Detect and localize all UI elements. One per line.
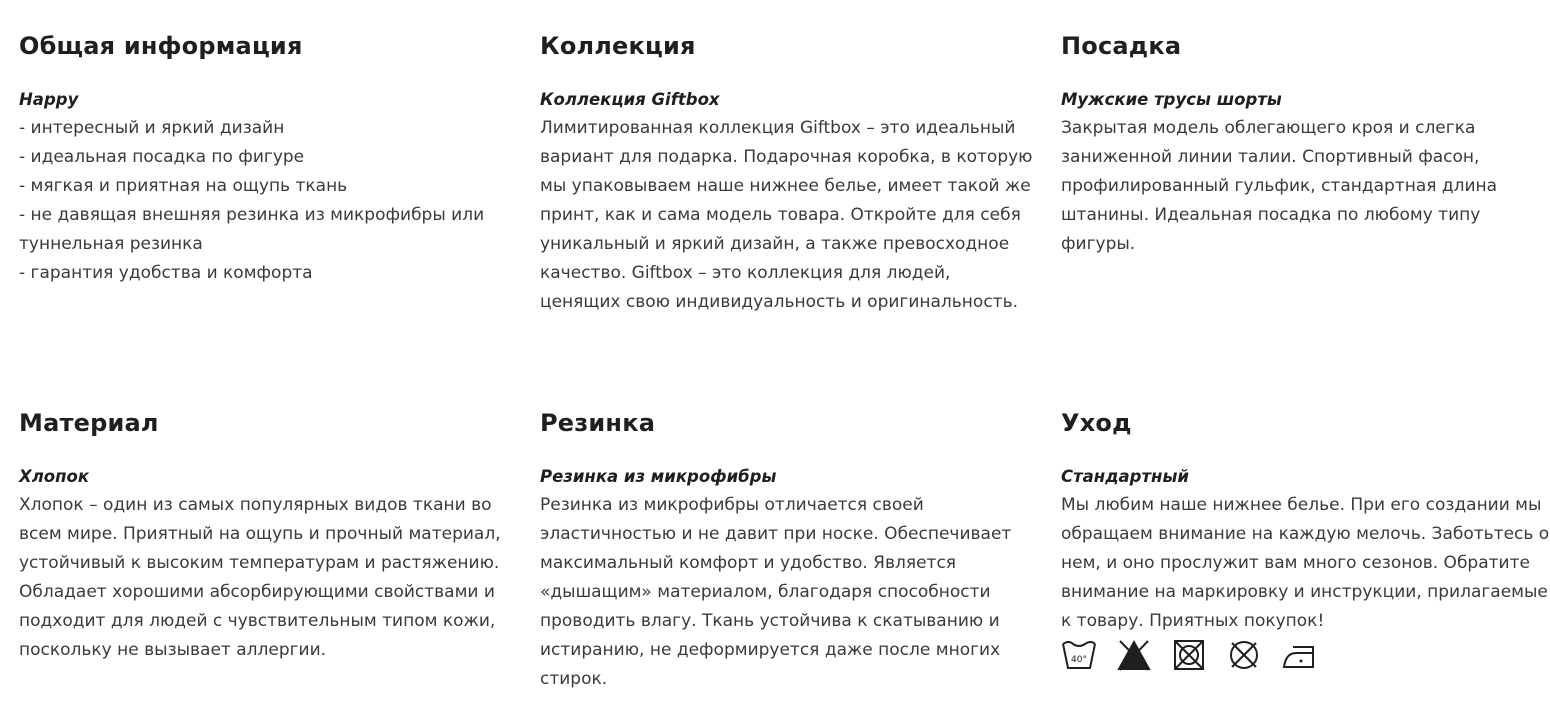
list-item: - идеальная посадка по фигуре <box>19 147 305 167</box>
general-info-section <box>19 31 514 288</box>
fit-description: Закрытая модель облегающего кроя и слегка заниженной линии талии. Спортивный фасон, профилированный гульфик, стандартная длина штанины. Идеальная посадка по любому типу фигуры. <box>1061 118 1498 254</box>
collection-description: Лимитированная коллекция Giftbox – это идеальный вариант для подарка. Подарочная коробка, в которую мы упаковываем наше нижнее белье, имеет такой же принт, как и сама модель товара. Откройте для себя уникальный и яркий дизайн, а также превосходное качество. Giftbox – это коллекция для людей, ценящих свою индивидуальность и оригинальность. <box>540 118 1033 312</box>
wash-temperature-label: 40° <box>1071 655 1087 665</box>
list-item: - гарантия удобства и комфорта <box>19 263 313 283</box>
material-subtitle: Хлопок <box>19 467 90 486</box>
general-info-list <box>19 114 514 288</box>
list-item: - мягкая и приятная на ощупь ткань <box>19 176 348 196</box>
material-description: Хлопок – один из самых популярных видов ткани во всем мире. Приятный на ощупь и прочный материал, устойчивый к высоким температурам и растяжению. Обладает хорошими абсорбирующими свойствами и подходит для людей с чувствительным типом кожи, поскольку не вызывает аллергии. <box>19 495 501 660</box>
collection-section <box>540 31 1035 317</box>
collection-title: Коллекция <box>540 32 696 60</box>
waistband-section <box>540 408 1035 694</box>
general-info-subtitle: Happy <box>19 90 79 109</box>
list-item: - не давящая внешняя резинка из микрофибры или туннельная резинка <box>19 205 485 254</box>
care-title: Уход <box>1061 409 1132 437</box>
waistband-subtitle: Резинка из микрофибры <box>540 467 777 486</box>
collection-subtitle: Коллекция Giftbox <box>540 90 720 109</box>
care-section <box>1061 408 1550 672</box>
fit-title: Посадка <box>1061 32 1182 60</box>
do-not-dry-clean-icon <box>1226 638 1262 672</box>
material-title: Материал <box>19 409 159 437</box>
do-not-bleach-icon <box>1116 638 1152 672</box>
iron-low-icon <box>1281 638 1317 672</box>
material-section <box>19 408 514 665</box>
care-description: Мы любим наше нижнее белье. При его создании мы обращаем внимание на каждую мелочь. Заботьтесь о нем, и оно прослужит вам много сезонов. Обратите внимание на маркировку и инструкции, прилагаемые к товару. Приятных покупок! <box>1061 495 1550 631</box>
care-subtitle: Стандартный <box>1061 467 1189 486</box>
list-item: - интересный и яркий дизайн <box>19 118 285 138</box>
waistband-description: Резинка из микрофибры отличается своей эластичностью и не давит при носке. Обеспечивает максимальный комфорт и удобство. Является «дышащим» материалом, благодаря способности проводить влагу. Ткань устойчива к скатыванию и истиранию, не деформируется даже после многих стирок. <box>540 495 1012 689</box>
general-info-title: Общая информация <box>19 32 303 60</box>
care-icons-row <box>1061 638 1550 672</box>
fit-section <box>1061 31 1550 259</box>
waistband-title: Резинка <box>540 409 656 437</box>
wash-40-icon <box>1061 638 1097 672</box>
fit-subtitle: Мужские трусы шорты <box>1061 90 1282 109</box>
do-not-tumble-dry-icon <box>1171 638 1207 672</box>
